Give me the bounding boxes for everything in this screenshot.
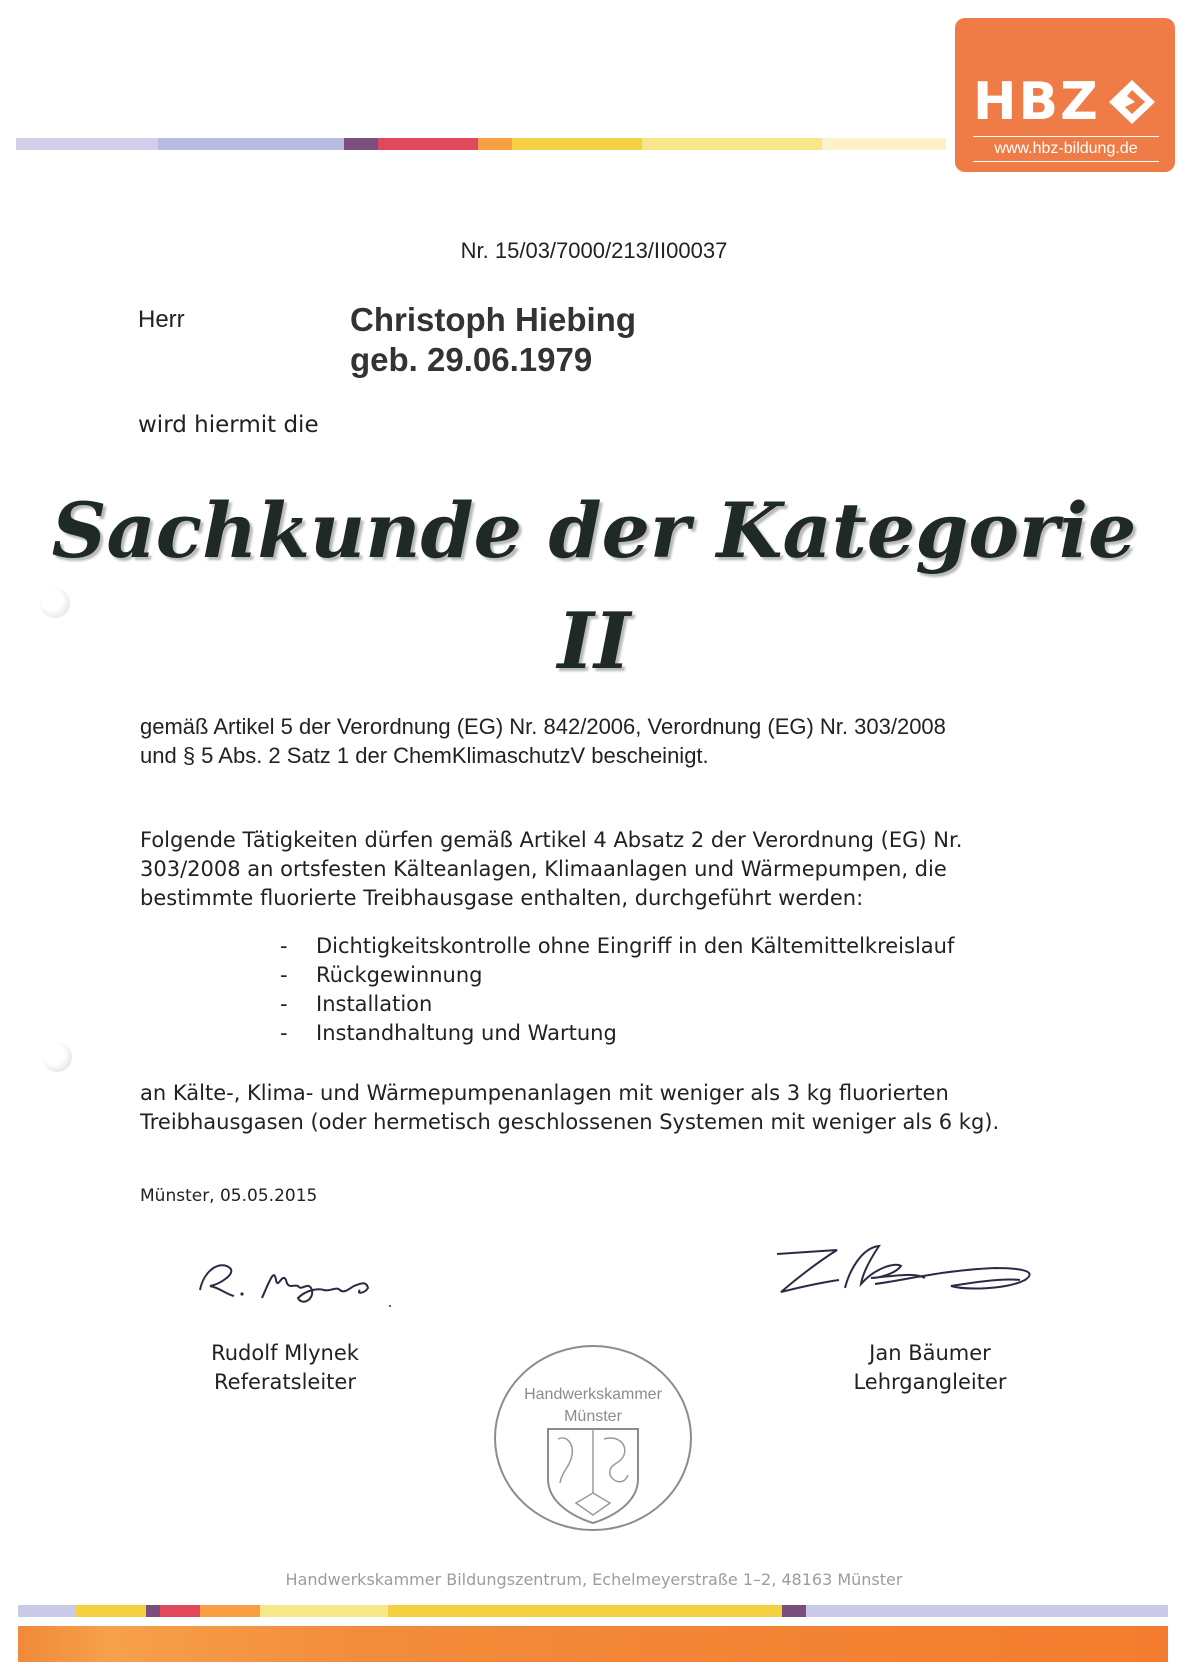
signer-left xyxy=(140,1339,430,1397)
signer-left-name: Rudolf Mlynek xyxy=(211,1341,359,1365)
signature-left xyxy=(190,1250,450,1310)
activities-intro-line: 303/2008 an ortsfesten Kälteanlagen, Klimaanlagen und Wärmepumpen, die xyxy=(140,857,947,881)
signer-right-name: Jan Bäumer xyxy=(869,1341,991,1365)
logo-diamond-icon xyxy=(1107,78,1157,126)
list-item: - Instandhaltung und Wartung xyxy=(280,1021,617,1045)
list-item: - Installation xyxy=(280,992,433,1016)
scope-line: Treibhausgasen (oder hermetisch geschlossenen Systemen mit weniger als 6 kg). xyxy=(140,1110,1000,1134)
legal-basis xyxy=(140,712,1080,770)
certificate-category: II xyxy=(557,596,631,687)
activities-intro xyxy=(140,826,1080,913)
bottom-color-bar xyxy=(18,1605,1168,1617)
activities-intro-line: Folgende Tätigkeiten dürfen gemäß Artikel 4 Absatz 2 der Verordnung (EG) Nr. xyxy=(140,828,963,852)
certificate-number: Nr. 15/03/7000/213/II00037 xyxy=(460,238,728,263)
top-color-bar xyxy=(16,138,946,150)
hbz-logo xyxy=(955,18,1175,172)
certificate-title: Sachkunde der Kategorie xyxy=(51,486,1137,575)
place-date: Münster, 05.05.2015 xyxy=(140,1186,318,1206)
footer-address: Handwerkskammer Bildungszentrum, Echelmeyerstraße 1–2, 48163 Münster xyxy=(285,1570,903,1589)
intro-text: wird hiermit die xyxy=(138,412,319,438)
seal-line1: Handwerkskammer xyxy=(524,1386,662,1403)
salutation: Herr xyxy=(138,306,185,333)
signature-right xyxy=(775,1242,1040,1302)
activities-intro-line: bestimmte fluorierte Treibhausgase enthalten, durchgeführt werden: xyxy=(140,886,864,910)
recipient-birthdate: geb. 29.06.1979 xyxy=(350,341,593,378)
signer-left-role: Referatsleiter xyxy=(214,1370,356,1394)
signer-right xyxy=(780,1339,1080,1397)
recipient-block xyxy=(350,300,636,380)
scope-text xyxy=(140,1079,1080,1137)
activities-list xyxy=(280,932,954,1048)
logo-text: HBZ xyxy=(973,72,1100,132)
legal-basis-line: gemäß Artikel 5 der Verordnung (EG) Nr. 842/2006, Verordnung (EG) Nr. 303/2008 xyxy=(140,714,946,739)
signer-right-role: Lehrgangleiter xyxy=(853,1370,1007,1394)
list-item: - Rückgewinnung xyxy=(280,963,483,987)
scope-line: an Kälte-, Klima- und Wärmepumpenanlagen mit weniger als 3 kg fluorierten xyxy=(140,1081,949,1105)
chamber-seal xyxy=(492,1343,694,1533)
recipient-name: Christoph Hiebing xyxy=(350,301,636,338)
bottom-orange-band xyxy=(18,1626,1168,1662)
logo-url: www.hbz-bildung.de xyxy=(973,136,1159,162)
punch-hole-bottom xyxy=(42,1042,72,1072)
seal-line2: Münster xyxy=(564,1408,622,1425)
legal-basis-line: und § 5 Abs. 2 Satz 1 der ChemKlimaschutzV bescheinigt. xyxy=(140,743,709,768)
list-item: - Dichtigkeitskontrolle ohne Eingriff in den Kältemittelkreislauf xyxy=(280,934,955,958)
